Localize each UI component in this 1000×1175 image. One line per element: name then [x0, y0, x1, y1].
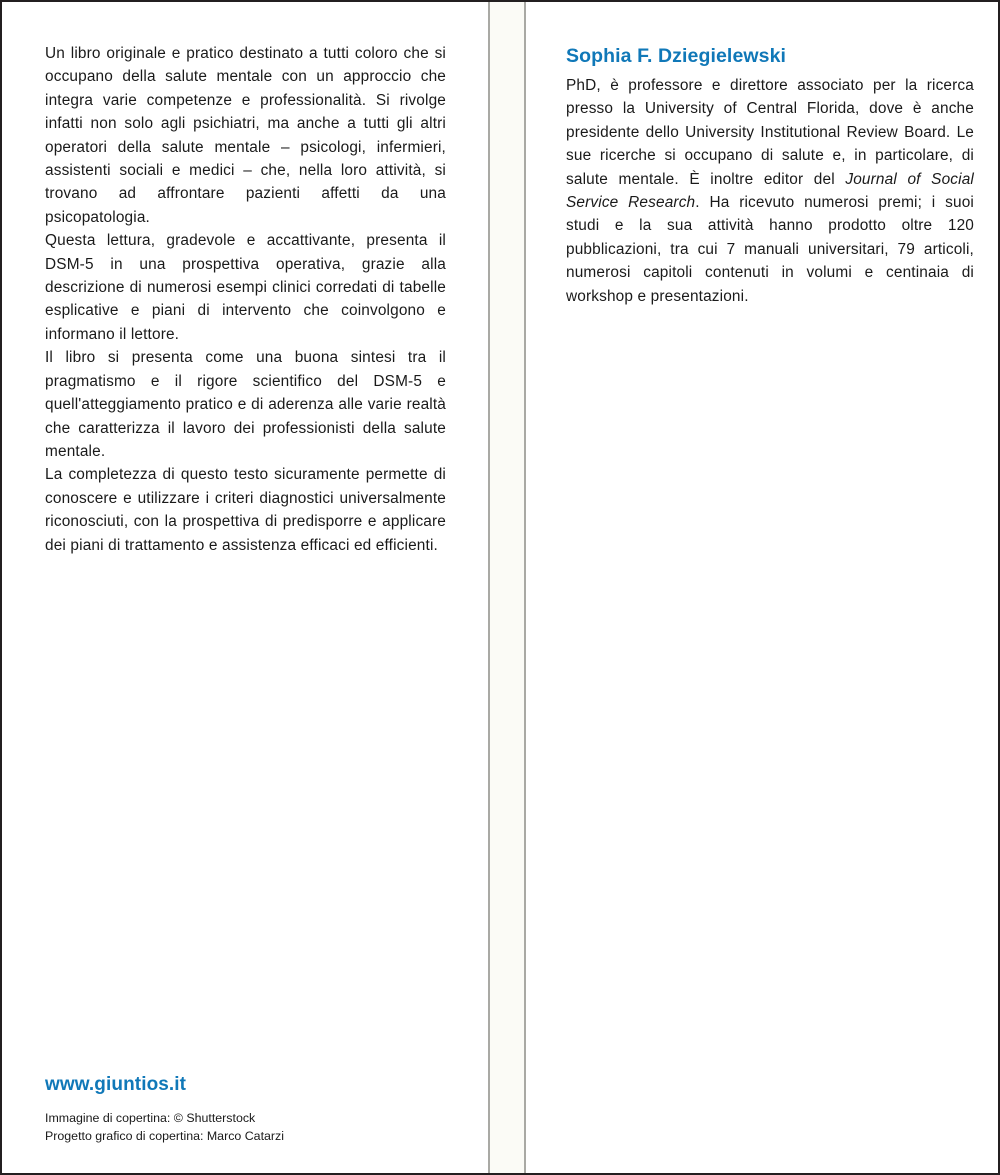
back-cover-panel	[2, 2, 488, 1173]
blurb-paragraph: Questa lettura, gradevole e accattivante, presenta il DSM-5 in una prospettiva operativa, grazie alla descrizione di numerosi esempi clinici corredati di tabelle esplicative e piani di intervento che coinvolgono e informano il lettore.	[45, 232, 446, 343]
author-bio-text-before-journal: PhD, è professore e direttore associato per la ricerca presso la University of Central Florida, dove è anche presidente dello University Institutional Review Board. Le sue ricerche si occupano di salute e, in particolare, di salute mentale. È inoltre editor del	[566, 77, 974, 188]
cover-design-credit: Progetto grafico di copertina: Marco Catarzi	[45, 1128, 284, 1143]
blurb-paragraph: Un libro originale e pratico destinato a tutti coloro che si occupano della salute mentale con un approccio che integra varie competenze e professionalità. Si rivolge infatti non solo agli psichiatri, ma anche a tutti gli altri operatori della salute mentale – psicologi, infermieri, assistenti sociali e medici – che, nella loro attività, si trovano ad affrontare pazienti affetti da una psicopatologia.	[45, 45, 446, 226]
blurb-paragraph: Il libro si presenta come una buona sintesi tra il pragmatismo e il rigore scientifico del DSM-5 e quell'atteggiamento pratico e di aderenza alle varie realtà che caratterizza il lavoro dei professionisti della salute mentale.	[45, 349, 446, 460]
author-biography	[566, 74, 974, 308]
cover-credits	[45, 1110, 465, 1145]
author-name: Sophia F. Dziegielewski	[566, 45, 787, 67]
cover-image-credit: Immagine di copertina: © Shutterstock	[45, 1111, 256, 1125]
author-bio-paragraph	[566, 74, 974, 308]
author-bio-text-after-journal: . Ha ricevuto numerosi premi; i suoi studi e la sua attività hanno prodotto oltre 120 pubblicazioni, tra cui 7 manuali universitari, 79 articoli, numerosi capitoli contenuti in volumi e centinaia di workshop e presentazioni.	[566, 194, 974, 305]
blurb-paragraph: La completezza di questo testo sicuramente permette di conoscere e utilizzare i criteri diagnostici universalmente riconosciuti, con la prospettiva di predisporre e applicare dei piani di trattamento e assistenza efficaci ed efficienti.	[45, 466, 446, 554]
back-cover-footer	[45, 1074, 465, 1145]
back-cover-blurb	[45, 42, 446, 557]
front-flap-panel	[526, 2, 1000, 1173]
book-spine	[488, 2, 526, 1173]
journal-title: Journal of Social Service Research	[566, 170, 974, 212]
publisher-website-link[interactable]: www.giuntios.it	[45, 1074, 187, 1095]
